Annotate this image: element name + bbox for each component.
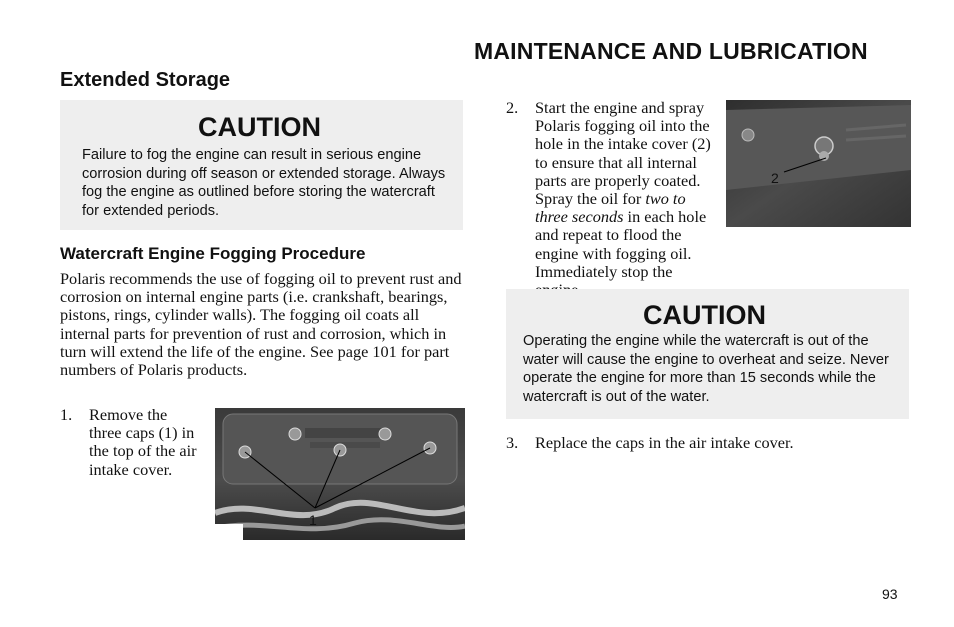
caution-label: CAUTION — [198, 112, 321, 142]
caution-box-overheat — [506, 289, 909, 419]
step-1-number: 1. — [60, 405, 73, 424]
step-3-number: 3. — [506, 433, 519, 452]
extended-storage-heading: Extended Storage — [60, 69, 231, 91]
caution-box-fogging — [60, 100, 463, 230]
step-2-text-emphasis: two to three seconds — [535, 189, 686, 227]
fogging-intro-paragraph: Polaris recommends the use of fogging oil to prevent rust and corrosion on internal engine parts (i.e. crankshaft, bearings, pistons, rings, cylinder walls). The fogging oil coats all internal parts for prevention of rust and corrosion, which in turn will extend the life of the engine. See page 101 for part numbers of Polaris products. — [60, 269, 462, 380]
step-2-text — [535, 99, 713, 299]
caution-text: Operating the engine while the watercraft is out of the water will cause the engine to overheat and seize. Never operate the engine for more than 15 seconds while the watercraft is out of the water. — [523, 333, 889, 405]
callout-1: 1 — [309, 512, 317, 528]
step-2-text-a: Start the engine and spray Polaris fogging oil into the hole in the intake cover (2) to ensure that all internal parts are properly coated. Spray the oil for — [535, 98, 711, 209]
section-title: MAINTENANCE AND LUBRICATION — [474, 38, 868, 64]
caution-label: CAUTION — [643, 300, 766, 330]
callout-2: 2 — [771, 170, 779, 186]
intake-cover-photo — [726, 100, 911, 227]
engine-caps-photo — [215, 408, 465, 540]
caution-text: Failure to fog the engine can result in serious engine corrosion during off season or extended storage. Always fog the engine as outlined before storing the watercraft for extended periods. — [82, 147, 446, 219]
step-2-number: 2. — [506, 98, 519, 117]
step-2-text-b: in each hole and repeat to flood the engine with fogging oil. Immediately stop the — [535, 207, 707, 281]
step-1-text: Remove the three caps (1) in the top of the air intake cover. — [89, 405, 197, 479]
fogging-procedure-heading: Watercraft Engine Fogging Procedure — [60, 244, 366, 263]
page-number: 93 — [882, 586, 898, 602]
step-3-text: Replace the caps in the air intake cover. — [535, 433, 794, 452]
